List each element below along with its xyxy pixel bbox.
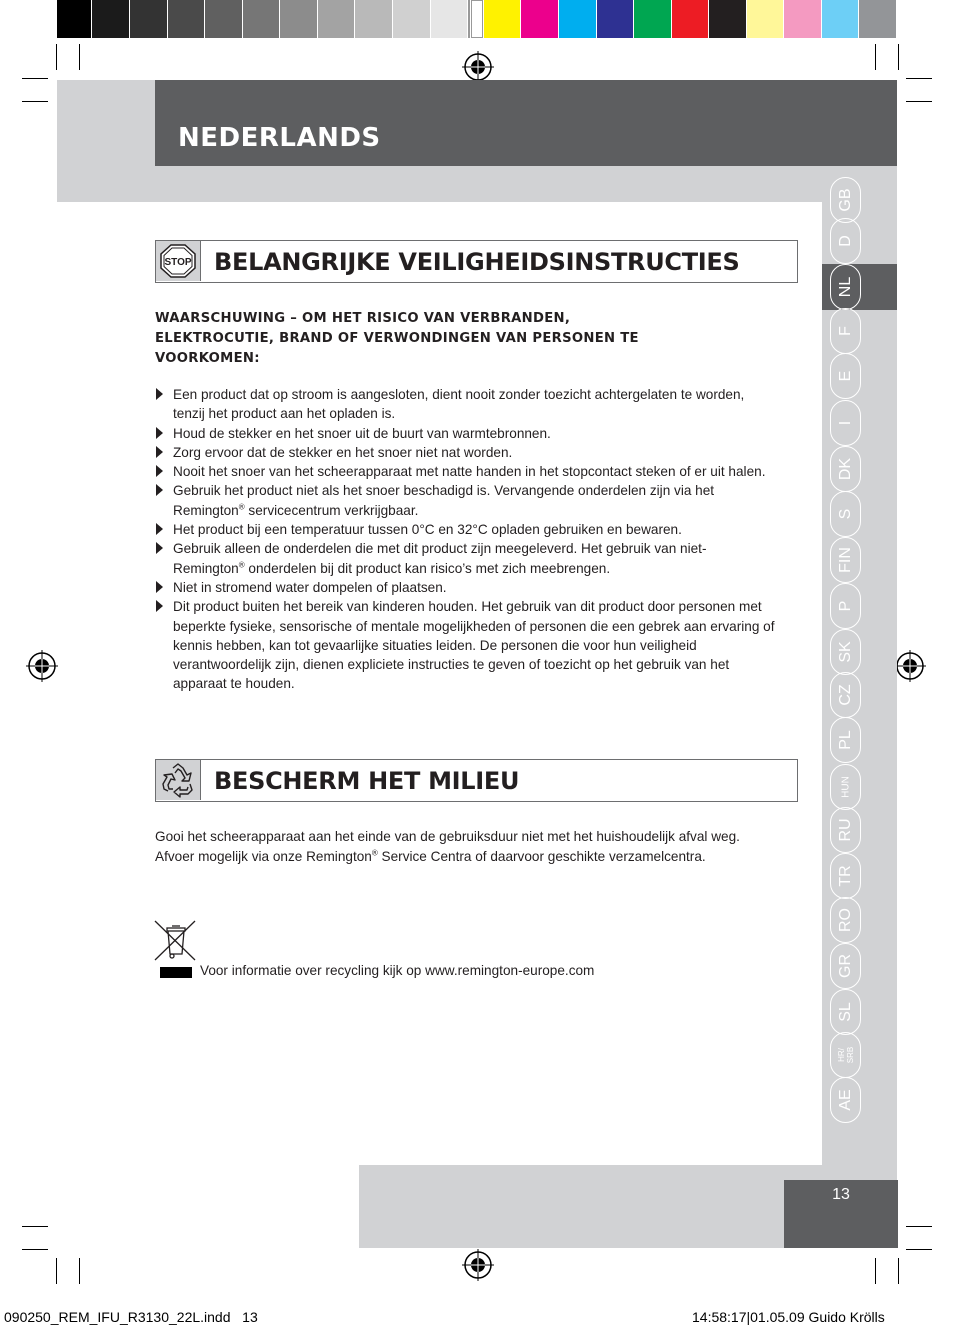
crop-mark bbox=[906, 1249, 932, 1250]
list-item-text-tail: servicecentrum verkrijgbaar. bbox=[244, 502, 419, 518]
crop-mark bbox=[22, 101, 48, 102]
crop-mark bbox=[875, 44, 876, 70]
language-tab-cz[interactable] bbox=[830, 672, 861, 718]
color-swatch bbox=[859, 0, 896, 38]
list-item-text: Gebruik alleen de onderdelen die met dit product zijn meegeleverd. Het gebruik van niet-Remington bbox=[173, 541, 707, 576]
language-tab-p[interactable] bbox=[830, 583, 861, 629]
color-swatch bbox=[355, 0, 392, 38]
language-tab-label: RO bbox=[836, 908, 854, 932]
color-swatch bbox=[709, 0, 746, 38]
recycle-icon bbox=[156, 760, 201, 800]
slug-timestamp: 14:58:17|01.05.09 Guido Krölls bbox=[692, 1309, 885, 1325]
list-item bbox=[155, 385, 775, 424]
crop-mark bbox=[898, 44, 899, 70]
language-tab-label: E bbox=[836, 370, 854, 382]
stop-sign-icon bbox=[156, 241, 201, 281]
bullet-arrow-icon bbox=[156, 523, 163, 535]
language-tab-pl[interactable] bbox=[830, 717, 861, 763]
color-swatch bbox=[672, 0, 709, 38]
bullet-arrow-icon bbox=[156, 484, 163, 496]
warning-line: VOORKOMEN: bbox=[155, 351, 260, 366]
crop-mark bbox=[56, 1258, 57, 1284]
list-item-text: Het product bij een temperatuur tussen 0°C en 32°C opladen gebruiken en bewaren. bbox=[173, 522, 682, 538]
language-tab-gb[interactable] bbox=[830, 177, 861, 223]
registration-mark-icon bbox=[26, 650, 58, 682]
bullet-arrow-icon bbox=[156, 581, 163, 593]
crossed-bin-icon bbox=[153, 918, 197, 962]
language-tab-d[interactable] bbox=[830, 218, 861, 264]
list-item-text: Nooit het snoer van het scheerapparaat met natte handen in het stopcontact steken of er uit halen. bbox=[173, 464, 766, 480]
environment-section-title: BESCHERM HET MILIEU bbox=[214, 767, 520, 795]
crop-mark bbox=[875, 1258, 876, 1284]
stop-sign-text: STOP bbox=[164, 257, 192, 268]
color-swatch bbox=[280, 0, 317, 38]
language-tab-label: TR bbox=[836, 865, 854, 887]
bullet-arrow-icon bbox=[156, 388, 163, 400]
language-tab-label: DK bbox=[836, 457, 854, 481]
color-swatch bbox=[468, 0, 470, 38]
environment-section-header bbox=[155, 759, 798, 802]
language-tab-nl[interactable] bbox=[830, 264, 861, 310]
crop-mark bbox=[906, 1226, 932, 1227]
list-item bbox=[155, 520, 775, 539]
language-tab-label: FIN bbox=[836, 547, 854, 573]
registration-mark-icon bbox=[462, 1249, 494, 1281]
page-title: NEDERLANDS bbox=[178, 123, 381, 153]
language-tab-label: CZ bbox=[836, 684, 854, 706]
registered-mark: ® bbox=[371, 848, 378, 858]
registration-mark-icon bbox=[894, 650, 926, 682]
list-item bbox=[155, 597, 775, 693]
page-number: 13 bbox=[832, 1186, 850, 1203]
language-tab-sk[interactable] bbox=[830, 629, 861, 675]
language-tab-label: F bbox=[836, 326, 854, 336]
language-tab-label: HR/ SRB bbox=[836, 1046, 855, 1064]
list-item-text: Een product dat op stroom is aangesloten, dient nooit zonder toezicht achtergelaten te worden, tenzij het product aan het opladen is. bbox=[173, 387, 745, 422]
color-swatch bbox=[471, 0, 483, 38]
recycling-info-text: Voor informatie over recycling kijk op www.remington-europe.com bbox=[200, 963, 595, 978]
crop-mark bbox=[22, 1249, 48, 1250]
language-tab-dk[interactable] bbox=[830, 446, 861, 492]
color-swatch bbox=[521, 0, 558, 38]
language-tab-label: D bbox=[836, 235, 854, 247]
bullet-arrow-icon bbox=[156, 465, 163, 477]
language-tab-ro[interactable] bbox=[830, 897, 861, 943]
weee-bar bbox=[160, 967, 192, 978]
list-item-text: Houd de stekker en het snoer uit de buurt van warmtebronnen. bbox=[173, 425, 551, 441]
safety-instructions-list bbox=[155, 385, 775, 694]
color-swatch bbox=[431, 0, 468, 38]
list-item-text: Gebruik het product niet als het snoer beschadigd is. Vervangende onderdelen zijn via het Remington bbox=[173, 483, 715, 518]
registration-mark-icon bbox=[462, 51, 494, 83]
language-tab-fin[interactable] bbox=[830, 537, 861, 583]
color-swatch bbox=[243, 0, 280, 38]
color-calibration-bar bbox=[57, 0, 897, 38]
warning-line: WAARSCHUWING – OM HET RISICO VAN VERBRANDEN, bbox=[155, 311, 571, 326]
language-tab-label: GR bbox=[836, 954, 854, 978]
bullet-arrow-icon bbox=[156, 427, 163, 439]
language-tab-i[interactable] bbox=[830, 400, 861, 446]
list-item-text: Zorg ervoor dat de stekker en het snoer niet nat worden. bbox=[173, 444, 513, 460]
list-item-text-tail: onderdelen bij dit product kan risico’s met zich meebrengen. bbox=[244, 560, 611, 576]
language-tab-e[interactable] bbox=[830, 353, 861, 399]
color-swatch bbox=[92, 0, 130, 38]
color-swatch bbox=[559, 0, 596, 38]
crop-mark bbox=[22, 1226, 48, 1227]
environment-text-part: Gooi het scheerapparaat aan het einde van de gebruiksduur niet met het huishoudelijk afval weg. Afvoer mogelijk via onze Remington bbox=[155, 829, 740, 864]
registered-mark: ® bbox=[238, 502, 245, 512]
language-tab-label: RU bbox=[836, 818, 854, 842]
color-swatch bbox=[784, 0, 821, 38]
warning-heading bbox=[155, 309, 755, 369]
list-item bbox=[155, 424, 775, 443]
language-tab-label: HUN bbox=[840, 776, 851, 798]
bullet-arrow-icon bbox=[156, 542, 163, 554]
crop-mark bbox=[79, 1258, 80, 1284]
color-swatch bbox=[747, 0, 784, 38]
language-tab-label: SK bbox=[836, 641, 854, 663]
language-tab-label: S bbox=[836, 508, 854, 520]
list-item-text: Niet in stromend water dompelen of plaatsen. bbox=[173, 579, 447, 595]
language-tab-f[interactable] bbox=[830, 308, 861, 354]
color-swatch bbox=[168, 0, 205, 38]
language-tab-s[interactable] bbox=[830, 491, 861, 537]
bullet-arrow-icon bbox=[156, 600, 163, 612]
language-tab-label: P bbox=[836, 600, 854, 612]
list-item bbox=[155, 462, 775, 481]
language-tab-hun[interactable] bbox=[830, 764, 861, 810]
language-tab-gr[interactable] bbox=[830, 943, 861, 989]
list-item-text: Dit product buiten het bereik van kinderen houden. Het gebruik van dit product door personen met beperkte fysieke, sensorische of mentale mogelijkheden of personen die een gebrek aan ervaring of kennis hebben, kan tot gevaarlijke situaties leiden. De personen die voor hun veiligheid verantwoordelijk zijn, dienen expliciete instructies te geven of toezicht op het gebruik van het apparaat te houden. bbox=[173, 599, 775, 692]
language-tab-label: GB bbox=[836, 188, 854, 212]
bullet-arrow-icon bbox=[156, 446, 163, 458]
color-swatch bbox=[822, 0, 859, 38]
color-swatch bbox=[318, 0, 355, 38]
language-tab-tr[interactable] bbox=[830, 853, 861, 899]
color-swatch bbox=[484, 0, 521, 38]
color-swatch bbox=[393, 0, 430, 38]
list-item bbox=[155, 539, 775, 578]
crop-mark bbox=[79, 44, 80, 70]
environment-text-part: Service Centra of daarvoor geschikte verzamelcentra. bbox=[377, 849, 706, 864]
language-tab-label: AE bbox=[836, 1089, 854, 1111]
language-tab-label: SL bbox=[836, 1002, 854, 1022]
crop-mark bbox=[22, 78, 48, 79]
language-tab-label: NL bbox=[836, 276, 854, 298]
language-tab-hr-srb[interactable] bbox=[830, 1032, 861, 1078]
language-tab-ru[interactable] bbox=[830, 807, 861, 853]
list-item bbox=[155, 481, 775, 520]
safety-section-header bbox=[155, 240, 798, 283]
language-tab-label: I bbox=[836, 420, 854, 426]
color-swatch bbox=[597, 0, 634, 38]
color-swatch bbox=[634, 0, 671, 38]
crop-mark bbox=[906, 78, 932, 79]
environment-text bbox=[155, 827, 765, 867]
list-item bbox=[155, 443, 775, 462]
registered-mark: ® bbox=[238, 560, 245, 570]
language-tab-sl[interactable] bbox=[830, 989, 861, 1035]
crop-mark bbox=[56, 44, 57, 70]
color-swatch bbox=[130, 0, 167, 38]
safety-section-title: BELANGRIJKE VEILIGHEIDSINSTRUCTIES bbox=[214, 248, 740, 276]
language-tab-ae[interactable] bbox=[830, 1077, 861, 1123]
color-swatch bbox=[57, 0, 91, 38]
language-tab-label: PL bbox=[836, 730, 854, 750]
color-swatch bbox=[205, 0, 242, 38]
crop-mark bbox=[898, 1258, 899, 1284]
list-item bbox=[155, 578, 775, 597]
warning-line: ELEKTROCUTIE, BRAND OF VERWONDINGEN VAN PERSONEN TE bbox=[155, 331, 639, 346]
crop-mark bbox=[906, 101, 932, 102]
slug-filename: 090250_REM_IFU_R3130_22L.indd 13 bbox=[4, 1309, 258, 1325]
